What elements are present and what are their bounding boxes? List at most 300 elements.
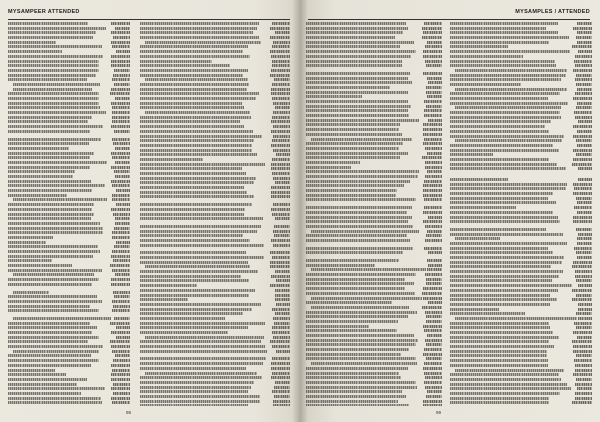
text-line — [140, 395, 290, 398]
right-column-1 — [306, 22, 442, 406]
text-line — [8, 120, 130, 123]
text-line — [140, 213, 290, 216]
text-line — [8, 236, 130, 239]
text-line — [140, 289, 290, 292]
text-line — [450, 373, 592, 376]
text-line — [306, 119, 442, 122]
text-line — [140, 270, 290, 273]
text-line — [8, 50, 130, 53]
text-line — [8, 198, 130, 201]
text-line — [140, 372, 290, 375]
text-line — [306, 211, 442, 214]
text-line — [8, 189, 130, 192]
text-line — [450, 237, 592, 240]
text-line — [306, 45, 442, 48]
text-line — [8, 27, 130, 30]
left-running-head: MYSAMPEER ATTENDED — [8, 9, 290, 20]
text-line — [8, 88, 130, 91]
text-line — [8, 259, 130, 262]
text-line — [306, 206, 442, 209]
text-line — [140, 195, 290, 198]
text-line — [306, 100, 442, 103]
text-line — [8, 125, 130, 128]
text-line — [450, 251, 592, 254]
text-line — [140, 308, 290, 311]
text-line — [140, 367, 290, 370]
text-line — [140, 22, 290, 25]
text-line — [450, 172, 592, 174]
text-line — [450, 183, 592, 186]
text-line — [140, 248, 290, 250]
text-line — [450, 284, 592, 287]
text-line — [140, 111, 290, 114]
text-line — [8, 300, 130, 303]
text-line — [450, 74, 592, 77]
text-line — [450, 36, 592, 39]
text-line — [140, 88, 290, 91]
text-line — [306, 348, 442, 351]
text-line — [8, 309, 130, 312]
text-line — [140, 102, 290, 105]
text-line — [450, 45, 592, 48]
text-line — [8, 387, 130, 390]
text-line — [140, 125, 290, 128]
text-line — [450, 340, 592, 343]
text-line — [450, 225, 592, 227]
text-line — [8, 147, 130, 150]
text-line — [8, 350, 130, 353]
text-line — [450, 206, 592, 209]
text-line — [140, 45, 290, 48]
text-line — [450, 92, 592, 95]
text-line — [8, 283, 130, 286]
text-line — [140, 303, 290, 306]
text-line — [8, 22, 130, 25]
text-line — [450, 265, 592, 268]
text-line — [306, 372, 442, 375]
text-line — [8, 116, 130, 119]
text-line — [8, 135, 130, 137]
text-line — [450, 298, 592, 301]
text-line — [140, 200, 290, 202]
text-line — [306, 203, 442, 205]
text-line — [140, 230, 290, 233]
text-line — [306, 114, 442, 117]
text-line — [450, 120, 592, 123]
text-line — [8, 295, 130, 298]
text-line — [306, 123, 442, 126]
text-line — [450, 135, 592, 138]
text-line — [450, 331, 592, 334]
text-line — [8, 269, 130, 272]
text-line — [306, 311, 442, 314]
left-page-number: 98 — [126, 410, 132, 415]
text-line — [140, 177, 290, 180]
text-line — [140, 251, 290, 254]
text-line — [8, 231, 130, 234]
text-line — [450, 167, 592, 170]
text-line — [140, 294, 290, 297]
text-line — [306, 216, 442, 219]
text-line — [140, 317, 290, 320]
text-line — [140, 256, 290, 259]
text-line — [450, 228, 592, 231]
text-line — [140, 345, 290, 348]
right-page-number: 99 — [436, 410, 442, 415]
text-line — [140, 279, 290, 282]
text-line — [140, 331, 290, 334]
text-line — [306, 225, 442, 228]
text-line — [450, 322, 592, 325]
text-line — [140, 27, 290, 30]
text-line — [140, 120, 290, 123]
text-line — [450, 387, 592, 390]
text-line — [140, 69, 290, 72]
text-line — [8, 78, 130, 81]
text-line — [140, 106, 290, 109]
text-line — [140, 64, 290, 67]
text-line — [8, 322, 130, 325]
text-line — [450, 111, 592, 114]
text-line — [8, 111, 130, 114]
text-line — [450, 64, 592, 67]
text-line — [306, 69, 442, 71]
text-line — [450, 78, 592, 81]
text-line — [8, 60, 130, 63]
text-line — [140, 275, 290, 278]
text-line — [8, 36, 130, 39]
text-line — [306, 297, 442, 300]
text-line — [306, 343, 442, 346]
text-line — [450, 378, 592, 381]
text-line — [306, 395, 442, 398]
text-line — [140, 78, 290, 81]
text-line — [450, 27, 592, 30]
text-line — [306, 64, 442, 67]
text-line — [306, 234, 442, 237]
text-line — [306, 55, 442, 58]
text-line — [306, 22, 442, 25]
text-line — [140, 158, 290, 161]
text-line — [306, 138, 442, 141]
text-line — [306, 239, 442, 242]
text-line — [140, 217, 290, 220]
text-line — [306, 95, 442, 98]
text-line — [140, 354, 290, 356]
text-line — [306, 325, 442, 328]
text-line — [140, 381, 290, 384]
text-line — [306, 166, 442, 169]
text-line — [8, 364, 130, 367]
text-line — [450, 83, 592, 86]
text-line — [8, 55, 130, 58]
text-line — [140, 163, 290, 166]
text-line — [8, 392, 130, 395]
text-line — [8, 331, 130, 334]
text-line — [8, 152, 130, 155]
text-line — [306, 72, 442, 75]
text-line — [450, 201, 592, 204]
text-line — [8, 383, 130, 386]
text-line — [8, 83, 130, 86]
text-line — [8, 241, 130, 244]
text-line — [8, 45, 130, 48]
text-line — [306, 287, 442, 290]
text-line — [8, 278, 130, 281]
text-line — [450, 383, 592, 386]
text-line — [306, 247, 442, 250]
text-line — [8, 106, 130, 109]
text-line — [450, 50, 592, 53]
text-line — [140, 50, 290, 53]
text-line — [8, 326, 130, 329]
text-line — [306, 220, 442, 223]
text-line — [8, 336, 130, 339]
text-line — [306, 230, 442, 233]
text-line — [8, 64, 130, 67]
text-line — [140, 340, 290, 343]
text-line — [306, 301, 442, 304]
text-line — [8, 305, 130, 308]
text-line — [450, 22, 592, 25]
text-line — [140, 36, 290, 39]
text-line — [450, 31, 592, 34]
text-line — [306, 86, 442, 89]
text-line — [140, 92, 290, 95]
text-line — [8, 222, 130, 225]
book-gutter — [292, 0, 308, 422]
text-line — [306, 339, 442, 342]
text-line — [306, 81, 442, 84]
text-line — [450, 401, 592, 404]
text-line — [450, 55, 592, 58]
text-line — [450, 247, 592, 250]
text-line — [140, 244, 290, 247]
text-line — [450, 69, 592, 72]
text-line — [306, 376, 442, 379]
text-line — [140, 139, 290, 142]
text-line — [306, 77, 442, 80]
text-line — [450, 116, 592, 119]
text-line — [8, 41, 130, 44]
text-line — [450, 178, 592, 181]
text-line — [306, 292, 442, 295]
text-line — [140, 239, 290, 242]
right-column-2 — [450, 22, 592, 406]
text-line — [8, 245, 130, 248]
text-line — [306, 404, 442, 406]
text-line — [140, 172, 290, 175]
text-line — [8, 217, 130, 220]
text-line — [450, 270, 592, 273]
text-line — [8, 288, 130, 290]
text-line — [8, 92, 130, 95]
text-line — [450, 312, 592, 315]
right-page — [300, 0, 600, 422]
text-line — [140, 222, 290, 224]
text-line — [306, 273, 442, 276]
text-line — [450, 354, 592, 357]
text-line — [450, 163, 592, 166]
text-line — [8, 354, 130, 357]
text-line — [450, 350, 592, 353]
text-line — [450, 364, 592, 367]
text-line — [140, 83, 290, 86]
text-line — [306, 381, 442, 384]
text-line — [8, 317, 130, 320]
text-line — [8, 166, 130, 169]
text-line — [140, 265, 290, 268]
text-line — [140, 326, 290, 329]
text-line — [8, 161, 130, 164]
text-line — [306, 152, 442, 155]
text-line — [306, 357, 442, 360]
text-line — [306, 184, 442, 187]
text-line — [306, 386, 442, 389]
text-line — [8, 170, 130, 173]
text-line — [306, 91, 442, 94]
text-line — [140, 60, 290, 63]
text-line — [306, 329, 442, 332]
text-line — [140, 362, 290, 365]
text-line — [140, 225, 290, 228]
text-line — [306, 170, 442, 173]
left-column-2 — [140, 22, 290, 406]
text-line — [140, 41, 290, 44]
text-line — [306, 41, 442, 44]
text-line — [8, 97, 130, 100]
text-line — [450, 256, 592, 259]
text-line — [306, 278, 442, 281]
text-line — [450, 317, 592, 320]
text-line — [306, 156, 442, 159]
text-line — [140, 167, 290, 170]
text-line — [140, 350, 290, 353]
text-line — [450, 216, 592, 219]
text-line — [140, 203, 290, 206]
text-line — [8, 31, 130, 34]
text-line — [306, 128, 442, 131]
text-line — [306, 27, 442, 30]
text-line — [450, 336, 592, 339]
text-line — [140, 376, 290, 379]
text-line — [450, 175, 592, 177]
text-line — [450, 144, 592, 147]
text-line — [450, 326, 592, 329]
text-line — [306, 251, 442, 254]
text-line — [450, 158, 592, 161]
text-line — [306, 367, 442, 370]
text-line — [8, 184, 130, 187]
text-line — [306, 256, 442, 258]
text-line — [140, 400, 290, 403]
text-line — [450, 125, 592, 128]
text-line — [450, 294, 592, 297]
text-line — [306, 147, 442, 150]
text-line — [8, 130, 130, 133]
text-line — [140, 298, 290, 301]
text-line — [450, 60, 592, 63]
text-line — [8, 401, 130, 404]
text-line — [450, 187, 592, 190]
text-line — [140, 55, 290, 58]
text-line — [8, 397, 130, 400]
text-line — [8, 102, 130, 105]
text-line — [450, 233, 592, 236]
text-line — [8, 264, 130, 267]
text-line — [450, 261, 592, 264]
text-line — [306, 175, 442, 178]
text-line — [450, 242, 592, 245]
text-line — [306, 334, 442, 337]
text-line — [306, 133, 442, 136]
text-line — [8, 314, 130, 316]
text-line — [140, 357, 290, 360]
text-line — [450, 192, 592, 195]
text-line — [140, 191, 290, 194]
text-line — [450, 130, 592, 133]
text-line — [306, 315, 442, 318]
text-line — [306, 180, 442, 183]
text-line — [140, 149, 290, 152]
text-line — [8, 373, 130, 376]
text-line — [450, 289, 592, 292]
text-line — [140, 135, 290, 138]
text-line — [140, 144, 290, 147]
text-line — [306, 306, 442, 309]
text-line — [140, 208, 290, 211]
text-line — [8, 208, 130, 211]
text-line — [140, 181, 290, 184]
text-line — [450, 359, 592, 362]
text-line — [8, 213, 130, 216]
text-line — [450, 106, 592, 109]
text-line — [450, 149, 592, 152]
text-line — [140, 116, 290, 119]
text-line — [306, 268, 442, 271]
text-line — [450, 197, 592, 200]
text-line — [8, 250, 130, 253]
text-line — [450, 303, 592, 306]
text-line — [140, 390, 290, 393]
text-line — [8, 203, 130, 206]
text-line — [306, 161, 442, 164]
text-line — [450, 139, 592, 142]
text-line — [306, 282, 442, 285]
text-line — [306, 142, 442, 145]
text-line — [140, 130, 290, 133]
text-line — [306, 36, 442, 39]
text-line — [8, 340, 130, 343]
text-line — [140, 312, 290, 315]
text-line — [140, 386, 290, 389]
text-line — [450, 211, 592, 214]
text-line — [8, 227, 130, 230]
text-line — [450, 41, 592, 44]
text-line — [140, 322, 290, 325]
text-line — [306, 320, 442, 323]
text-line — [450, 220, 592, 223]
text-line — [8, 69, 130, 72]
text-line — [8, 369, 130, 372]
text-line — [450, 97, 592, 100]
text-line — [306, 50, 442, 53]
text-line — [306, 353, 442, 356]
text-line — [8, 142, 130, 145]
text-line — [450, 397, 592, 400]
text-line — [306, 189, 442, 192]
text-line — [8, 175, 130, 178]
